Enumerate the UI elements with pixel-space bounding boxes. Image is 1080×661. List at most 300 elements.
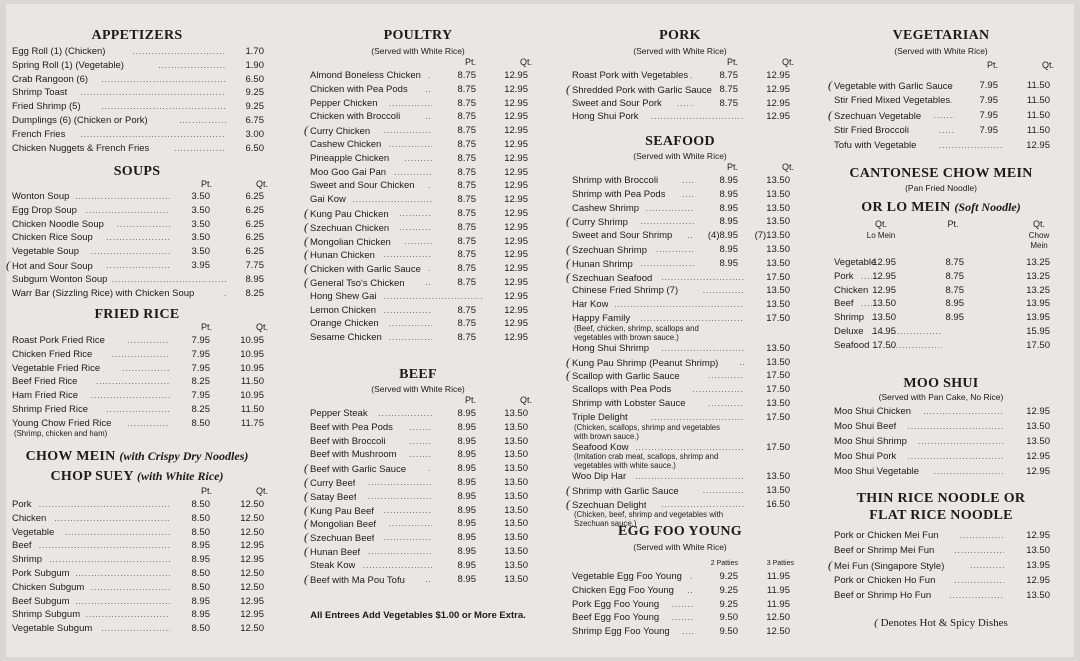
item-price: 11.50 (1026, 110, 1050, 121)
hot-spicy-icon: ( (304, 262, 308, 276)
item-price: 6.25 (245, 204, 264, 216)
item-price: 12.95 (504, 276, 528, 288)
leader-dots (384, 304, 432, 318)
item-name-text: Mongolian Chicken (310, 236, 391, 248)
item-price: 3.50 (191, 218, 210, 230)
menu-item-mongolian-chicken (304, 235, 532, 249)
item-price: 8.95 (457, 559, 476, 571)
item-price: 6.50 (245, 73, 264, 85)
item-price: 8.95 (457, 545, 476, 557)
section-title-text: FRIED RICE (94, 307, 180, 322)
item-name-text: Chicken Fried Rice (12, 348, 93, 360)
item-name (6, 512, 46, 526)
item-price: 13.50 (766, 243, 790, 255)
item-price: 12.95 (504, 304, 528, 316)
item-name (6, 581, 84, 595)
menu-item-shrimp-with-garlic-sauce (566, 484, 794, 498)
item-price: 8.95 (719, 216, 738, 228)
item-price: 7.95 (979, 95, 998, 106)
item-name-text: Vegetable (834, 257, 877, 268)
item-price: 12.95 (766, 70, 790, 81)
item-name (6, 287, 194, 301)
menu-item-chicken-subgum (6, 581, 268, 595)
item-name-text: Curry Chicken (310, 126, 371, 138)
menu-item-kung-pau-shrimp-peanut-shrimp (566, 356, 794, 370)
section-title (828, 508, 1054, 524)
menu-item-chicken-noodle-soup (6, 218, 268, 232)
menu-item-chicken (6, 512, 268, 526)
item-price: 11.50 (240, 376, 264, 388)
item-price: 8.50 (191, 499, 210, 510)
item-name (566, 215, 628, 230)
item-name (304, 166, 386, 180)
menu-item-shrimp (6, 553, 268, 567)
hot-spicy-icon: ( (304, 220, 308, 234)
item-name-text: Stir Fried Broccoli (834, 125, 909, 136)
item-price: 1.90 (245, 59, 264, 71)
item-name-text: Subgum Wonton Soup (12, 273, 108, 285)
item-price: 8.75 (457, 304, 476, 316)
menu-item-vegetable-subgum (6, 622, 268, 636)
hot-spicy-icon: ( (304, 124, 308, 138)
menu-item-crab-rangoon-6 (6, 73, 268, 87)
leader-dots (101, 622, 170, 636)
item-price: 8.75 (945, 257, 964, 268)
item-price: 8.95 (719, 188, 738, 200)
item-price: 8.75 (457, 111, 476, 123)
item-price: 13.95 (1026, 298, 1050, 310)
item-name (6, 362, 100, 376)
item-name-text: Moo Shui Pork (834, 451, 897, 462)
item-name (304, 421, 393, 435)
hot-spicy-icon: ( (304, 475, 308, 489)
item-name-text: Pork or Chicken Ho Fun (834, 575, 936, 586)
item-name (6, 526, 54, 540)
menu-item-beef-or-shrimp-ho-fun (828, 588, 1054, 603)
item-price: 12.95 (240, 554, 264, 566)
item-price: 8.75 (457, 332, 476, 344)
item-name (304, 207, 389, 222)
item-price: 8.95 (457, 518, 476, 530)
menu-item-roast-pork-with-vegetables (566, 69, 794, 83)
leader-dots (656, 243, 694, 257)
menu-item-szechuan-vegetable (828, 108, 1054, 123)
item-price: 14.95 (872, 325, 896, 337)
leader-dots (389, 331, 432, 345)
item-price: 8.75 (945, 270, 964, 282)
item-name (828, 558, 944, 574)
item-name-text: Ham Fried Rice (12, 390, 78, 402)
item-price: 12.50 (240, 567, 264, 579)
menu-item-moo-shui-vegetable (828, 464, 1054, 479)
item-price: 8.95 (719, 175, 738, 186)
menu-item-shrimp-egg-foo-young (566, 625, 794, 639)
menu-item-list (566, 69, 794, 124)
menu-item-chicken (828, 284, 1054, 298)
menu-item-list (566, 570, 794, 639)
item-price: 8.75 (457, 97, 476, 109)
menu-item-woo-dip-har (566, 470, 794, 484)
item-name (6, 204, 77, 218)
menu-item-vegetable (6, 526, 268, 540)
menu-item-beef-with-ma-pou-tofu (304, 573, 532, 587)
item-name-text: Satay Beef (310, 491, 357, 503)
leader-dots (949, 588, 1004, 602)
item-name-text: Beef with Pea Pods (310, 421, 393, 433)
item-price: 12.95 (872, 270, 896, 282)
menu-item-hong-shew-gai (304, 290, 532, 304)
item-price: 7.75 (245, 259, 264, 271)
item-name (828, 123, 909, 138)
hot-spicy-icon: ( (304, 503, 308, 517)
item-name (304, 331, 382, 345)
item-name (566, 69, 688, 83)
item-price: 6.25 (245, 232, 264, 244)
item-price: 12.95 (504, 318, 528, 330)
leader-dots (954, 543, 1004, 557)
item-name-text: General Tso's Chicken (310, 277, 405, 289)
item-price: 12.95 (1026, 140, 1050, 151)
price-header-label: Qt. (874, 219, 887, 229)
item-price: 11.50 (1026, 80, 1050, 91)
hot-spicy-icon: ( (566, 484, 570, 498)
item-name (566, 484, 679, 499)
item-name (6, 498, 32, 512)
menu-item-dumplings-6-chicken-or-pork (6, 114, 268, 128)
item-name (304, 152, 389, 166)
item-price: 11.50 (1026, 95, 1050, 106)
item-price: 8.25 (191, 403, 210, 415)
hot-spicy-icon: ( (304, 206, 308, 220)
item-name-text: Pork (834, 270, 854, 282)
leader-dots (960, 528, 1004, 542)
item-name-text: Spring Roll (1) (Vegetable) (12, 59, 124, 71)
section-title-text: CANTONESE CHOW MEIN (849, 166, 1033, 181)
item-price: 13.25 (1026, 257, 1050, 268)
menu-item-scallop-with-garlic-sauce (566, 369, 794, 383)
item-name-text: Szechuan Shrimp (572, 244, 647, 256)
item-name (304, 545, 360, 560)
leader-dots (708, 397, 744, 411)
item-price: 15.95 (1026, 325, 1050, 337)
menu-item-ham-fried-rice (6, 389, 268, 403)
price-header-label: Qt. (255, 179, 268, 189)
menu-item-chicken-with-garlic-sauce (304, 262, 532, 276)
item-name-text: Shrimp Subgum (12, 609, 81, 621)
section-title-text: VEGETARIAN (892, 28, 990, 43)
item-name (304, 138, 381, 152)
menu-item-orange-chicken (304, 317, 532, 331)
menu-item-chicken-nuggets-french-fries (6, 142, 268, 156)
menu-item-chicken-with-broccoli (304, 110, 532, 124)
section-note (304, 384, 532, 395)
item-name-text: Pepper Chicken (310, 97, 378, 109)
item-price: 9.50 (719, 612, 738, 624)
item-name-text: Moo Shui Chicken (834, 406, 912, 417)
item-price: 8.95 (457, 463, 476, 475)
item-price: 10.95 (240, 362, 264, 374)
item-name-text: Chicken Rice Soup (12, 232, 93, 244)
item-name-text: Chicken Subgum (12, 581, 85, 593)
menu-item-szechuan-beef (304, 531, 532, 545)
price-header-label: 2 Patties (710, 560, 738, 567)
item-price: 13.50 (766, 299, 790, 311)
item-name-text: Beef with Garlic Sauce (310, 464, 407, 476)
menu-item-tofu-with-vegetable (828, 138, 1054, 153)
item-name (6, 245, 79, 259)
item-name (566, 312, 630, 326)
menu-item-deluxe (828, 325, 1054, 339)
item-name (304, 69, 421, 83)
item-price: 17.50 (766, 411, 790, 423)
item-name-text: Scallop with Garlic Sauce (572, 371, 680, 383)
menu-item-fried-shrimp-5 (6, 100, 268, 114)
hot-spicy-icon: ( (304, 544, 308, 558)
price-column-header (304, 395, 532, 407)
item-price: 16.50 (766, 498, 790, 510)
section-note (828, 183, 1054, 194)
item-name (304, 407, 368, 421)
item-price: 10.95 (240, 335, 264, 346)
item-price: 13.50 (766, 356, 790, 368)
item-name-text: Pineapple Chicken (310, 152, 390, 164)
item-name-text: Szechuan Delight (572, 499, 647, 511)
menu-item-szechuan-shrimp (566, 243, 794, 257)
item-name (566, 202, 639, 216)
item-price: 12.95 (240, 595, 264, 607)
item-name-text: Stir Fried Mixed Vegetables (834, 95, 951, 106)
price-header-label: 3 Patties (766, 560, 794, 567)
menu-item-mongolian-beef (304, 517, 532, 531)
item-price: 13.95 (1026, 560, 1050, 571)
item-price: 8.75 (457, 194, 476, 206)
item-name-text: French Fries (12, 128, 66, 140)
item-name-text: Crab Rangoon (6) (12, 73, 89, 85)
menu-item-cashew-shrimp (566, 202, 794, 216)
note-text: (Pan Fried Noodle) (905, 183, 977, 193)
menu-item-chicken-fried-rice (6, 348, 268, 362)
item-name-text: Beef with Mushroom (310, 449, 397, 461)
item-price: 12.95 (1026, 530, 1050, 541)
item-price: 12.95 (1026, 575, 1050, 586)
menu-item-kung-pau-beef (304, 504, 532, 518)
item-price: 6.25 (245, 246, 264, 258)
price-header-label: Qt. (781, 57, 794, 67)
item-name (304, 462, 406, 477)
leader-dots (39, 539, 170, 553)
item-name (6, 142, 149, 156)
leader-dots (65, 526, 170, 540)
leader-dots (692, 383, 744, 397)
item-name (828, 434, 907, 449)
price-header-label: Pt. (726, 57, 738, 67)
leader-dots (384, 531, 432, 545)
item-price: 7.95 (191, 362, 210, 374)
item-price: 11.95 (766, 571, 790, 582)
section-title (6, 307, 268, 323)
menu-item-moo-shui-chicken (828, 404, 1054, 419)
item-price: 1.70 (245, 46, 264, 57)
item-name (828, 464, 919, 479)
price-header-label: Pt. (947, 219, 959, 229)
item-price: 3.50 (191, 204, 210, 216)
item-price: 9.25 (245, 101, 264, 113)
item-price: 12.95 (872, 284, 896, 296)
menu-item-chinese-fried-shrimp-7 (566, 284, 794, 298)
section-title-text: CHOP SUEY (50, 469, 134, 484)
menu-item-seafood-kow (566, 441, 794, 455)
item-name (566, 397, 686, 411)
item-description: (Shrimp, chicken and ham) (14, 428, 108, 438)
item-price: 7.95 (191, 348, 210, 360)
leader-dots (132, 45, 226, 59)
leader-dots (368, 490, 432, 504)
menu-item-lemon-chicken (304, 304, 532, 318)
section-title-text: PORK (659, 28, 701, 43)
menu-item-happy-family (566, 312, 794, 326)
item-price: 8.95 (457, 435, 476, 447)
item-price: 8.95 (191, 595, 210, 607)
item-name-text: Scallops with Pea Pods (572, 384, 672, 396)
item-name-text: Roast Pork Fried Rice (12, 335, 105, 346)
menu-item-almond-boneless-chicken (304, 69, 532, 83)
leader-dots (96, 375, 170, 389)
leader-dots (384, 248, 432, 262)
item-price: 12.95 (766, 111, 790, 123)
leader-dots (389, 138, 432, 152)
price-header-label: Pt. (200, 179, 212, 189)
item-name (304, 290, 377, 304)
item-price: 8.95 (457, 408, 476, 419)
note-text: All Entrees Add Vegetables $1.00 or More Extra. (310, 610, 526, 621)
leader-dots (384, 290, 482, 304)
item-price: 8.75 (457, 221, 476, 233)
menu-column-3 (566, 4, 794, 657)
item-price: 13.50 (504, 490, 528, 502)
menu-item-spring-roll-1-vegetable (6, 59, 268, 73)
item-name (304, 476, 355, 491)
item-name-text: Chicken Egg Foo Young (572, 584, 674, 596)
menu-item-pork-or-chicken-mei-fun (828, 528, 1054, 543)
price-column-header (6, 486, 268, 498)
item-name (304, 504, 374, 519)
item-name-text: Vegetable Egg Foo Young (572, 571, 682, 582)
price-column-header (828, 219, 1054, 250)
item-name-text: Vegetable with Garlic Sauce (834, 81, 953, 92)
item-name-text: Szechuan Beef (310, 533, 375, 545)
leader-dots (384, 124, 432, 138)
item-name (566, 298, 608, 312)
leader-dots (368, 476, 432, 490)
menu-column-2 (304, 4, 532, 657)
item-name (304, 304, 376, 318)
item-name (566, 625, 670, 639)
item-price: 9.50 (719, 626, 738, 638)
leader-dots (661, 271, 744, 285)
item-price: 13.50 (504, 518, 528, 530)
item-name-text: Lemon Chicken (310, 304, 377, 316)
item-price: 12.95 (240, 540, 264, 552)
item-name-text: Kung Pau Shrimp (Peanut Shrimp) (572, 357, 719, 369)
item-name-text: Pepper Steak (310, 408, 368, 419)
section-note (566, 542, 794, 553)
item-name-text: Happy Family (572, 312, 631, 324)
item-price: 8.95 (457, 476, 476, 488)
leader-dots (614, 298, 744, 312)
item-name-text: Chicken (12, 512, 47, 524)
item-price: 13.50 (1026, 590, 1050, 601)
item-name-text: Egg Roll (1) (Chicken) (12, 46, 106, 57)
item-name (6, 259, 93, 274)
item-name (304, 221, 389, 236)
price-column-header (6, 322, 268, 334)
item-name-text: Tofu with Vegetable (834, 140, 917, 151)
item-name-text: Deluxe (834, 325, 864, 337)
section-title (6, 28, 268, 44)
item-name-text: Chicken with Pea Pods (310, 83, 408, 95)
price-column-header (566, 162, 794, 174)
menu-item-list (304, 69, 532, 345)
item-name (6, 417, 111, 431)
menu-item-vegetable-egg-foo-young (566, 570, 794, 584)
price-header-sublabel: Chow Mein (1028, 231, 1050, 250)
price-header-label: Qt. (1041, 60, 1054, 70)
price-header-label: Qt. (1032, 219, 1045, 229)
item-name (828, 404, 911, 419)
menu-item-beef-with-pea-pods (304, 421, 532, 435)
menu-item-beef (828, 297, 1054, 311)
section-title (6, 448, 268, 465)
item-name-text: Beef Subgum (12, 595, 70, 607)
price-header-label: Pt. (464, 57, 476, 67)
item-price: 8.50 (191, 512, 210, 524)
leader-dots (708, 369, 744, 383)
item-price: 13.50 (872, 298, 896, 310)
leader-dots (635, 441, 744, 455)
price-header-label: Pt. (726, 162, 738, 172)
item-price: 12.95 (504, 207, 528, 219)
item-price: 8.75 (457, 152, 476, 164)
item-price: 8.50 (191, 581, 210, 593)
menu-item-pepper-steak (304, 407, 532, 421)
item-name-text: Vegetable Soup (12, 246, 80, 258)
menu-item-chicken-with-pea-pods (304, 83, 532, 97)
item-price: 8.50 (191, 526, 210, 538)
item-name (6, 389, 78, 403)
item-price: 12.95 (1026, 451, 1050, 462)
menu-item-hong-shui-pork (566, 110, 794, 124)
leader-dots (101, 73, 226, 87)
leader-dots (939, 138, 1004, 152)
menu-item-list (828, 78, 1054, 153)
item-name-text: Beef (12, 540, 32, 552)
item-name (6, 128, 65, 142)
item-name (6, 553, 42, 567)
menu-item-shrimp-toast (6, 86, 268, 100)
item-price: 12.95 (504, 180, 528, 192)
item-name-text: Curry Beef (310, 477, 356, 489)
item-name-text: Kung Pau Chicken (310, 208, 389, 220)
leader-dots (80, 86, 226, 100)
section-note (304, 46, 532, 57)
item-price: 6.25 (245, 218, 264, 230)
section-foot (304, 610, 532, 621)
price-column-header (566, 57, 794, 69)
hot-spicy-icon: ( (304, 517, 308, 531)
item-name (566, 570, 682, 584)
item-name-text: Beef Egg Foo Young (572, 612, 660, 624)
item-price: 8.95 (945, 298, 964, 310)
